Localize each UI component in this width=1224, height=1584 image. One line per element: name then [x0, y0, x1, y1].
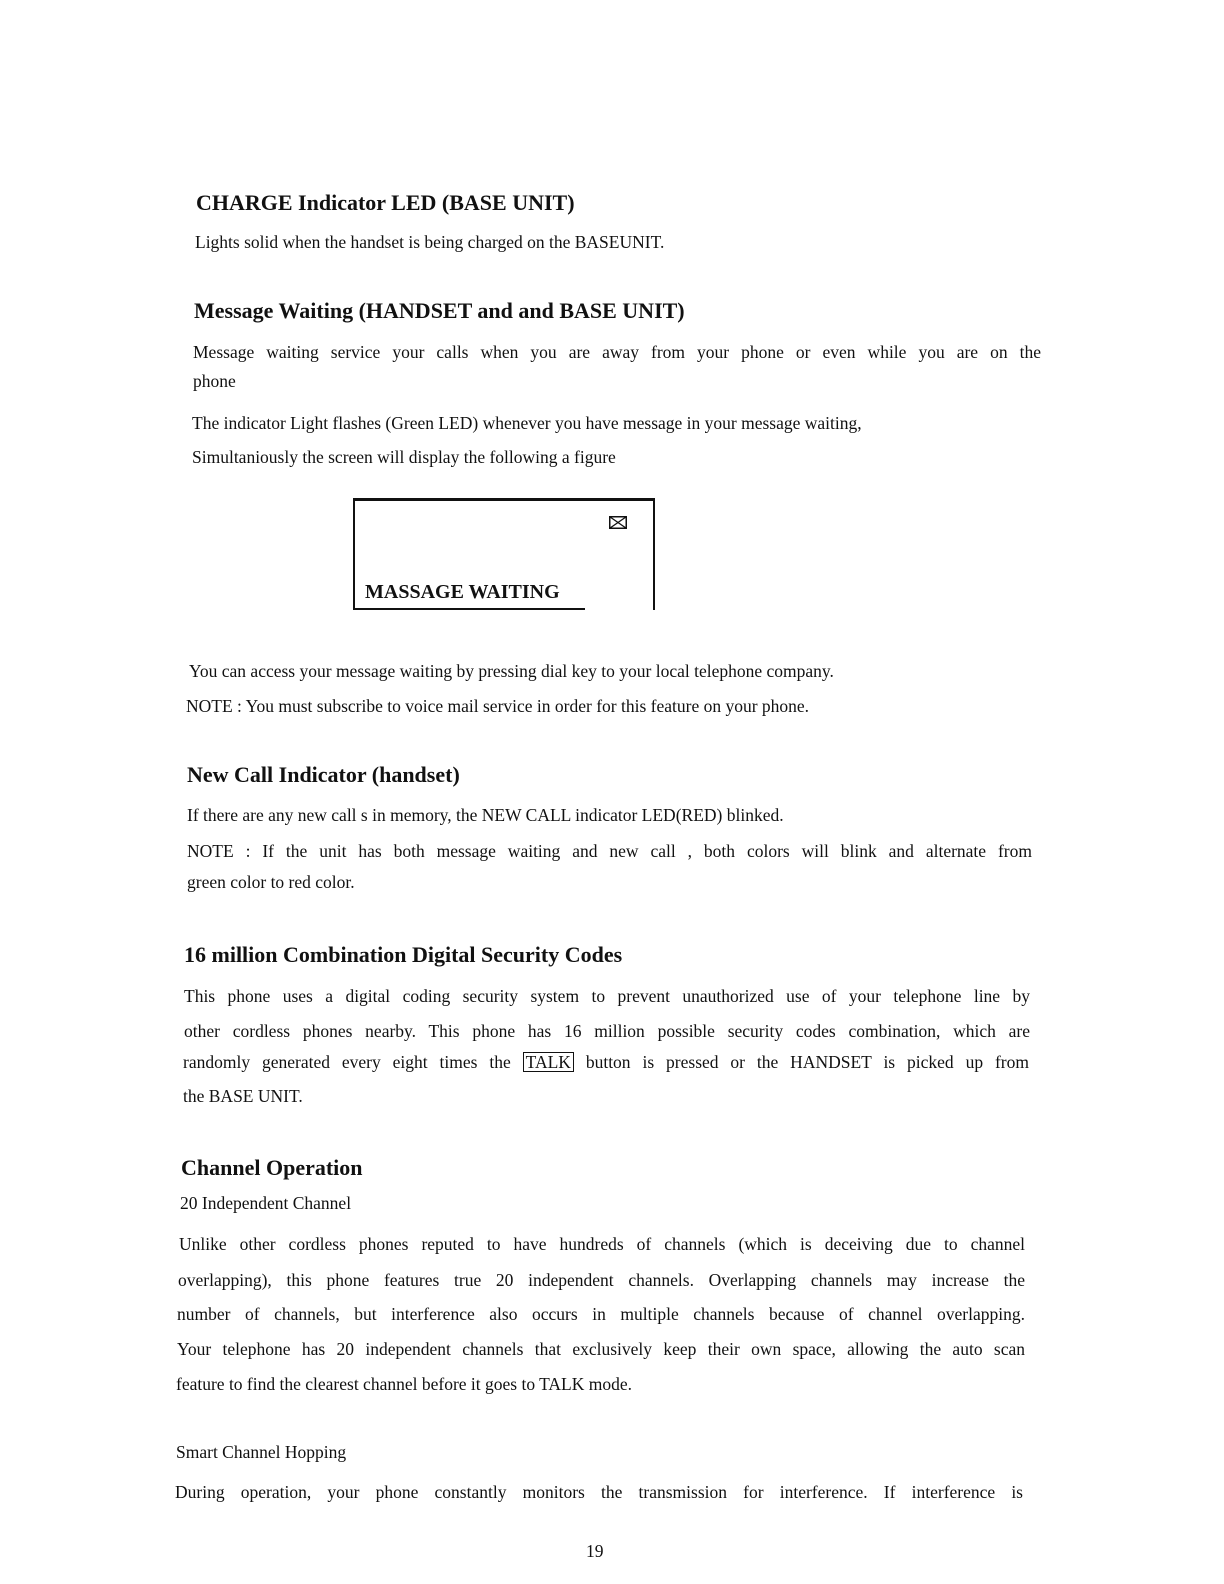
security-line-3-pre: randomly generated every eight times the	[183, 1052, 511, 1072]
heading-message-waiting: Message Waiting (HANDSET and and BASE UNIT)	[194, 298, 685, 323]
message-waiting-line-2: phone	[193, 371, 236, 391]
security-line-3-post: button is pressed or the HANDSET is picked up from	[585, 1052, 1029, 1072]
page-number: 19	[586, 1541, 604, 1561]
charge-text: Lights solid when the handset is being charged on the BASEUNIT.	[195, 232, 665, 252]
channel-subheading-smart-hopping: Smart Channel Hopping	[176, 1442, 347, 1462]
heading-new-call-indicator: New Call Indicator (handset)	[187, 762, 460, 787]
message-waiting-line-4: Simultaniously the screen will display the following a figure	[192, 447, 616, 467]
talk-button-label: TALK	[523, 1052, 574, 1072]
message-waiting-note: NOTE : You must subscribe to voice mail service in order for this feature on your phone.	[186, 696, 810, 716]
channel-line-1: Unlike other cordless phones reputed to have hundreds of channels (which is deceiving due to channel	[179, 1234, 1025, 1254]
envelope-icon	[609, 516, 627, 529]
lcd-message-text: MASSAGE WAITING	[365, 581, 560, 603]
channel-line-5: feature to find the clearest channel before it goes to TALK mode.	[176, 1374, 633, 1394]
lcd-underline	[355, 608, 585, 610]
channel-line-4: Your telephone has 20 independent channels that exclusively keep their own space, allowing the auto scan	[177, 1339, 1025, 1359]
security-line-1: This phone uses a digital coding security system to prevent unauthorized use of your telephone line by	[184, 986, 1030, 1006]
new-call-line-3: green color to red color.	[187, 872, 355, 892]
security-line-3	[183, 1052, 1029, 1073]
channel-line-2: overlapping), this phone features true 20 independent channels. Overlapping channels may increase the	[178, 1270, 1025, 1290]
lcd-display-figure	[353, 498, 655, 610]
heading-security-codes: 16 million Combination Digital Security Codes	[184, 942, 623, 967]
channel-line-3: number of channels, but interference also occurs in multiple channels because of channel overlapping.	[177, 1304, 1025, 1324]
new-call-line-1: If there are any new call s in memory, the NEW CALL indicator LED(RED) blinked.	[187, 805, 784, 825]
channel-line-6: During operation, your phone constantly monitors the transmission for interference. If interference is	[175, 1482, 1023, 1502]
heading-charge-indicator: CHARGE Indicator LED (BASE UNIT)	[196, 190, 575, 215]
message-waiting-after-1: You can access your message waiting by pressing dial key to your local telephone company.	[189, 661, 834, 681]
message-waiting-line-3: The indicator Light flashes (Green LED) whenever you have message in your message waiting,	[192, 413, 862, 433]
channel-subheading-independent: 20 Independent Channel	[180, 1193, 352, 1213]
heading-channel-operation: Channel Operation	[181, 1155, 363, 1180]
new-call-note: NOTE : If the unit has both message waiting and new call , both colors will blink and alternate from	[187, 841, 1032, 861]
security-line-2: other cordless phones nearby. This phone has 16 million possible security codes combination, which are	[184, 1021, 1030, 1041]
message-waiting-line-1: Message waiting service your calls when you are away from your phone or even while you are on the	[193, 342, 1041, 362]
security-line-4: the BASE UNIT.	[183, 1086, 303, 1106]
